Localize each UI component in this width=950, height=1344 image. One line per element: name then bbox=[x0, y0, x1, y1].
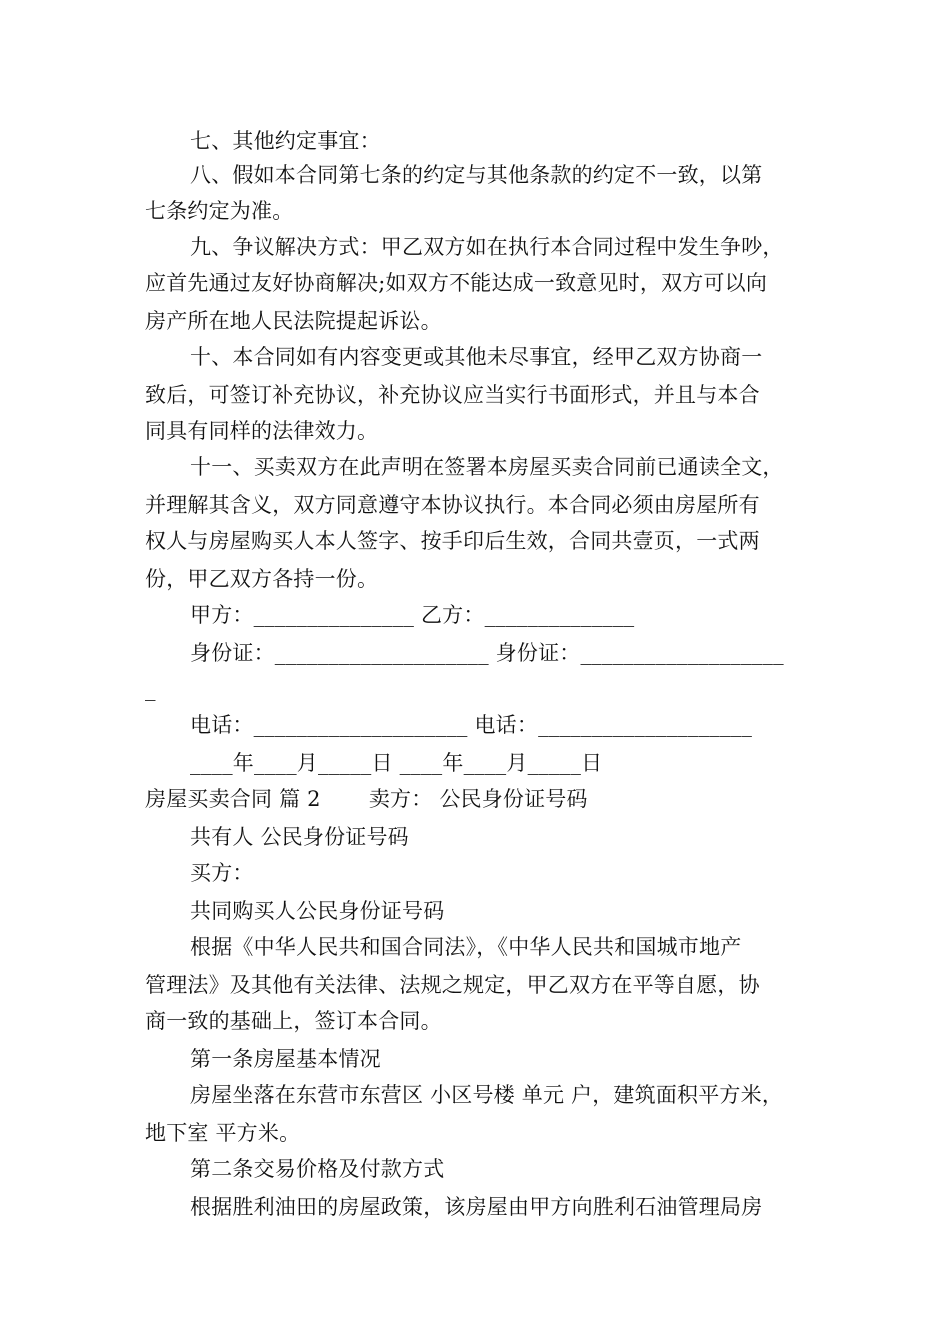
clause-11-line-4: 份，甲乙双方各持一份。 bbox=[145, 567, 379, 591]
clause-9-line-2: 应首先通过友好协商解决;如双方不能达成一致意见时，双方可以向 bbox=[145, 271, 768, 295]
contract-2-heading: 房屋买卖合同 篇 2 卖方： 公民身份证号码 bbox=[145, 787, 588, 811]
clause-8-line-1: 八、假如本合同第七条的约定与其他条款的约定不一致，以第 bbox=[190, 163, 763, 187]
article-2-heading: 第二条交易价格及付款方式 bbox=[190, 1157, 445, 1181]
article-2-line-1: 根据胜利油田的房屋政策，该房屋由甲方向胜利石油管理局房 bbox=[190, 1195, 763, 1219]
clause-9-line-3: 房产所在地人民法院提起诉讼。 bbox=[145, 309, 442, 333]
buyer-line: 买方： bbox=[190, 861, 254, 885]
clause-10-line-3: 同具有同样的法律效力。 bbox=[145, 419, 379, 443]
article-1-line-2: 地下室 平方米。 bbox=[145, 1121, 301, 1145]
clause-10-line-2: 致后，可签订补充协议，补充协议应当实行书面形式，并且与本合 bbox=[145, 383, 760, 407]
id-card-line: 身份证：____________________ 身份证：___________________ bbox=[190, 641, 784, 665]
party-signature-line: 甲方：_______________ 乙方：______________ bbox=[190, 603, 635, 627]
co-buyer-line: 共同购买人公民身份证号码 bbox=[190, 899, 445, 923]
id-card-line-overflow: _ bbox=[145, 677, 156, 701]
preamble-line-3: 商一致的基础上，签订本合同。 bbox=[145, 1009, 442, 1033]
phone-line: 电话：____________________ 电话：____________________ bbox=[190, 713, 753, 737]
article-1-line-1: 房屋坐落在东营市东营区 小区号楼 单元 户，建筑面积平方米， bbox=[190, 1083, 784, 1107]
clause-9-line-1: 九、争议解决方式：甲乙双方如在执行本合同过程中发生争吵， bbox=[190, 235, 784, 259]
clause-8-line-2: 七条约定为准。 bbox=[145, 199, 294, 223]
clause-11-line-1: 十一、买卖双方在此声明在签署本房屋买卖合同前已通读全文， bbox=[190, 455, 784, 479]
clause-11-line-3: 权人与房屋购买人本人签字、按手印后生效，合同共壹页，一式两 bbox=[145, 529, 760, 553]
clause-10-line-1: 十、本合同如有内容变更或其他未尽事宜，经甲乙双方协商一 bbox=[190, 345, 763, 369]
preamble-line-2: 管理法》及其他有关法律、法规之规定，甲乙双方在平等自愿，协 bbox=[145, 973, 760, 997]
preamble-line-1: 根据《中华人民共和国合同法》，《中华人民共和国城市地产 bbox=[190, 935, 742, 959]
co-owner-line: 共有人 公民身份证号码 bbox=[190, 825, 409, 849]
clause-7-line: 七、其他约定事宜： bbox=[190, 129, 381, 153]
article-1-heading: 第一条房屋基本情况 bbox=[190, 1047, 381, 1071]
clause-11-line-2: 并理解其含义，双方同意遵守本协议执行。本合同必须由房屋所有 bbox=[145, 493, 760, 517]
date-line: ____年____月_____日 ____年____月_____日 bbox=[190, 751, 603, 775]
